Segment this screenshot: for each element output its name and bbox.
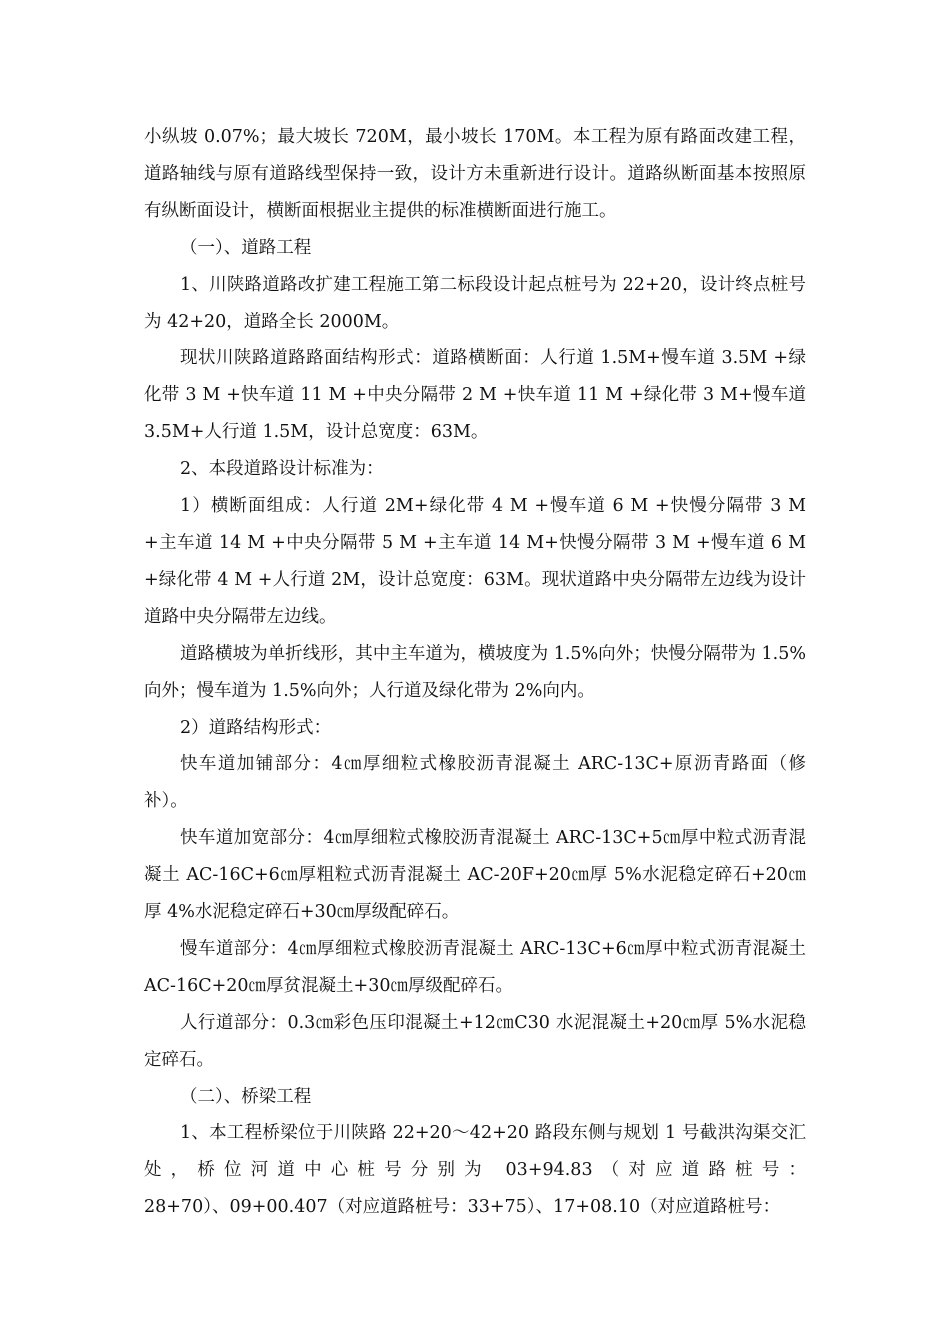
paragraph-slope-design: 小纵坡 0.07%；最大坡长 720M，最小坡长 170M。本工程为原有路面改建工程，道路轴线与原有道路线型保持一致，设计方未重新进行设计。道路纵断面基本按照原有纵断面设计，横断面根据业主提供的标准横断面进行施工。 xyxy=(144,127,806,221)
paragraph-fast-lane-overlay: 快车道加铺部分：4㎝厚细粒式橡胶沥青混凝土 ARC-13C+原沥青路面（修补）。 xyxy=(144,754,806,812)
paragraph-structure-title: 2）道路结构形式： xyxy=(180,717,332,738)
paragraph-slow-lane: 慢车道部分：4㎝厚细粒式橡胶沥青混凝土 ARC-13C+6㎝厚中粒式沥青混凝土 AC-16C+20㎝厚贫混凝土+30㎝厚级配碎石。 xyxy=(144,938,806,996)
document-body xyxy=(144,119,806,1226)
paragraph-cross-section-composition: 1）横断面组成：人行道 2M+绿化带 4 M +慢车道 6 M +快慢分隔带 3 M +主车道 14 M +中央分隔带 5 M +主车道 14 M+快慢分隔带 3 M +慢车道 6 M+绿化带 4 M +人行道 2M，设计总宽度：63M。现状道路中央分隔带左边线为设计道路中央分隔带左边线。 xyxy=(144,496,806,627)
paragraph-sidewalk: 人行道部分：0.3㎝彩色压印混凝土+12㎝C30 水泥混凝土+20㎝厚 5%水泥稳定碎石。 xyxy=(144,1012,806,1070)
paragraph-fast-lane-widening: 快车道加宽部分：4㎝厚细粒式橡胶沥青混凝土 ARC-13C+5㎝厚中粒式沥青混凝土 AC-16C+6㎝厚粗粒式沥青混凝土 AC-20F+20㎝厚 5%水泥稳定碎石+20㎝厚 4%水泥稳定碎石+30㎝厚级配碎石。 xyxy=(144,828,806,923)
paragraph-bridge-location: 1、本工程桥梁位于川陕路 22+20～42+20 路段东侧与规划 1 号截洪沟渠交汇处，桥位河道中心桩号分别为 03+94.83（对应道路桩号： xyxy=(144,1123,806,1181)
paragraph-bridge-location-continued: 28+70）、09+00.407（对应道路桩号：33+75）、17+08.10（对应道路桩号： xyxy=(144,1197,781,1218)
paragraph-cross-slope: 道路横坡为单折线形，其中主车道为，横坡度为 1.5%向外；快慢分隔带为 1.5%向外；慢车道为 1.5%向外；人行道及绿化带为 2%向内。 xyxy=(144,643,806,701)
section-heading-bridge-works: （二）、桥梁工程 xyxy=(180,1086,312,1107)
paragraph-design-standard-title: 2、本段道路设计标准为： xyxy=(180,459,384,480)
paragraph-station-range: 1、川陕路道路改扩建工程施工第二标段设计起点桩号为 22+20，设计终点桩号为 42+20，道路全长 2000M。 xyxy=(144,274,806,332)
paragraph-existing-cross-section: 现状川陕路道路路面结构形式：道路横断面：人行道 1.5M+慢车道 3.5M +绿化带 3 M +快车道 11 M +中央分隔带 2 M +快车道 11 M +绿化带 3 M+慢车道 3.5M+人行道 1.5M，设计总宽度：63M。 xyxy=(144,348,806,443)
section-heading-road-works: （一）、道路工程 xyxy=(180,237,312,258)
